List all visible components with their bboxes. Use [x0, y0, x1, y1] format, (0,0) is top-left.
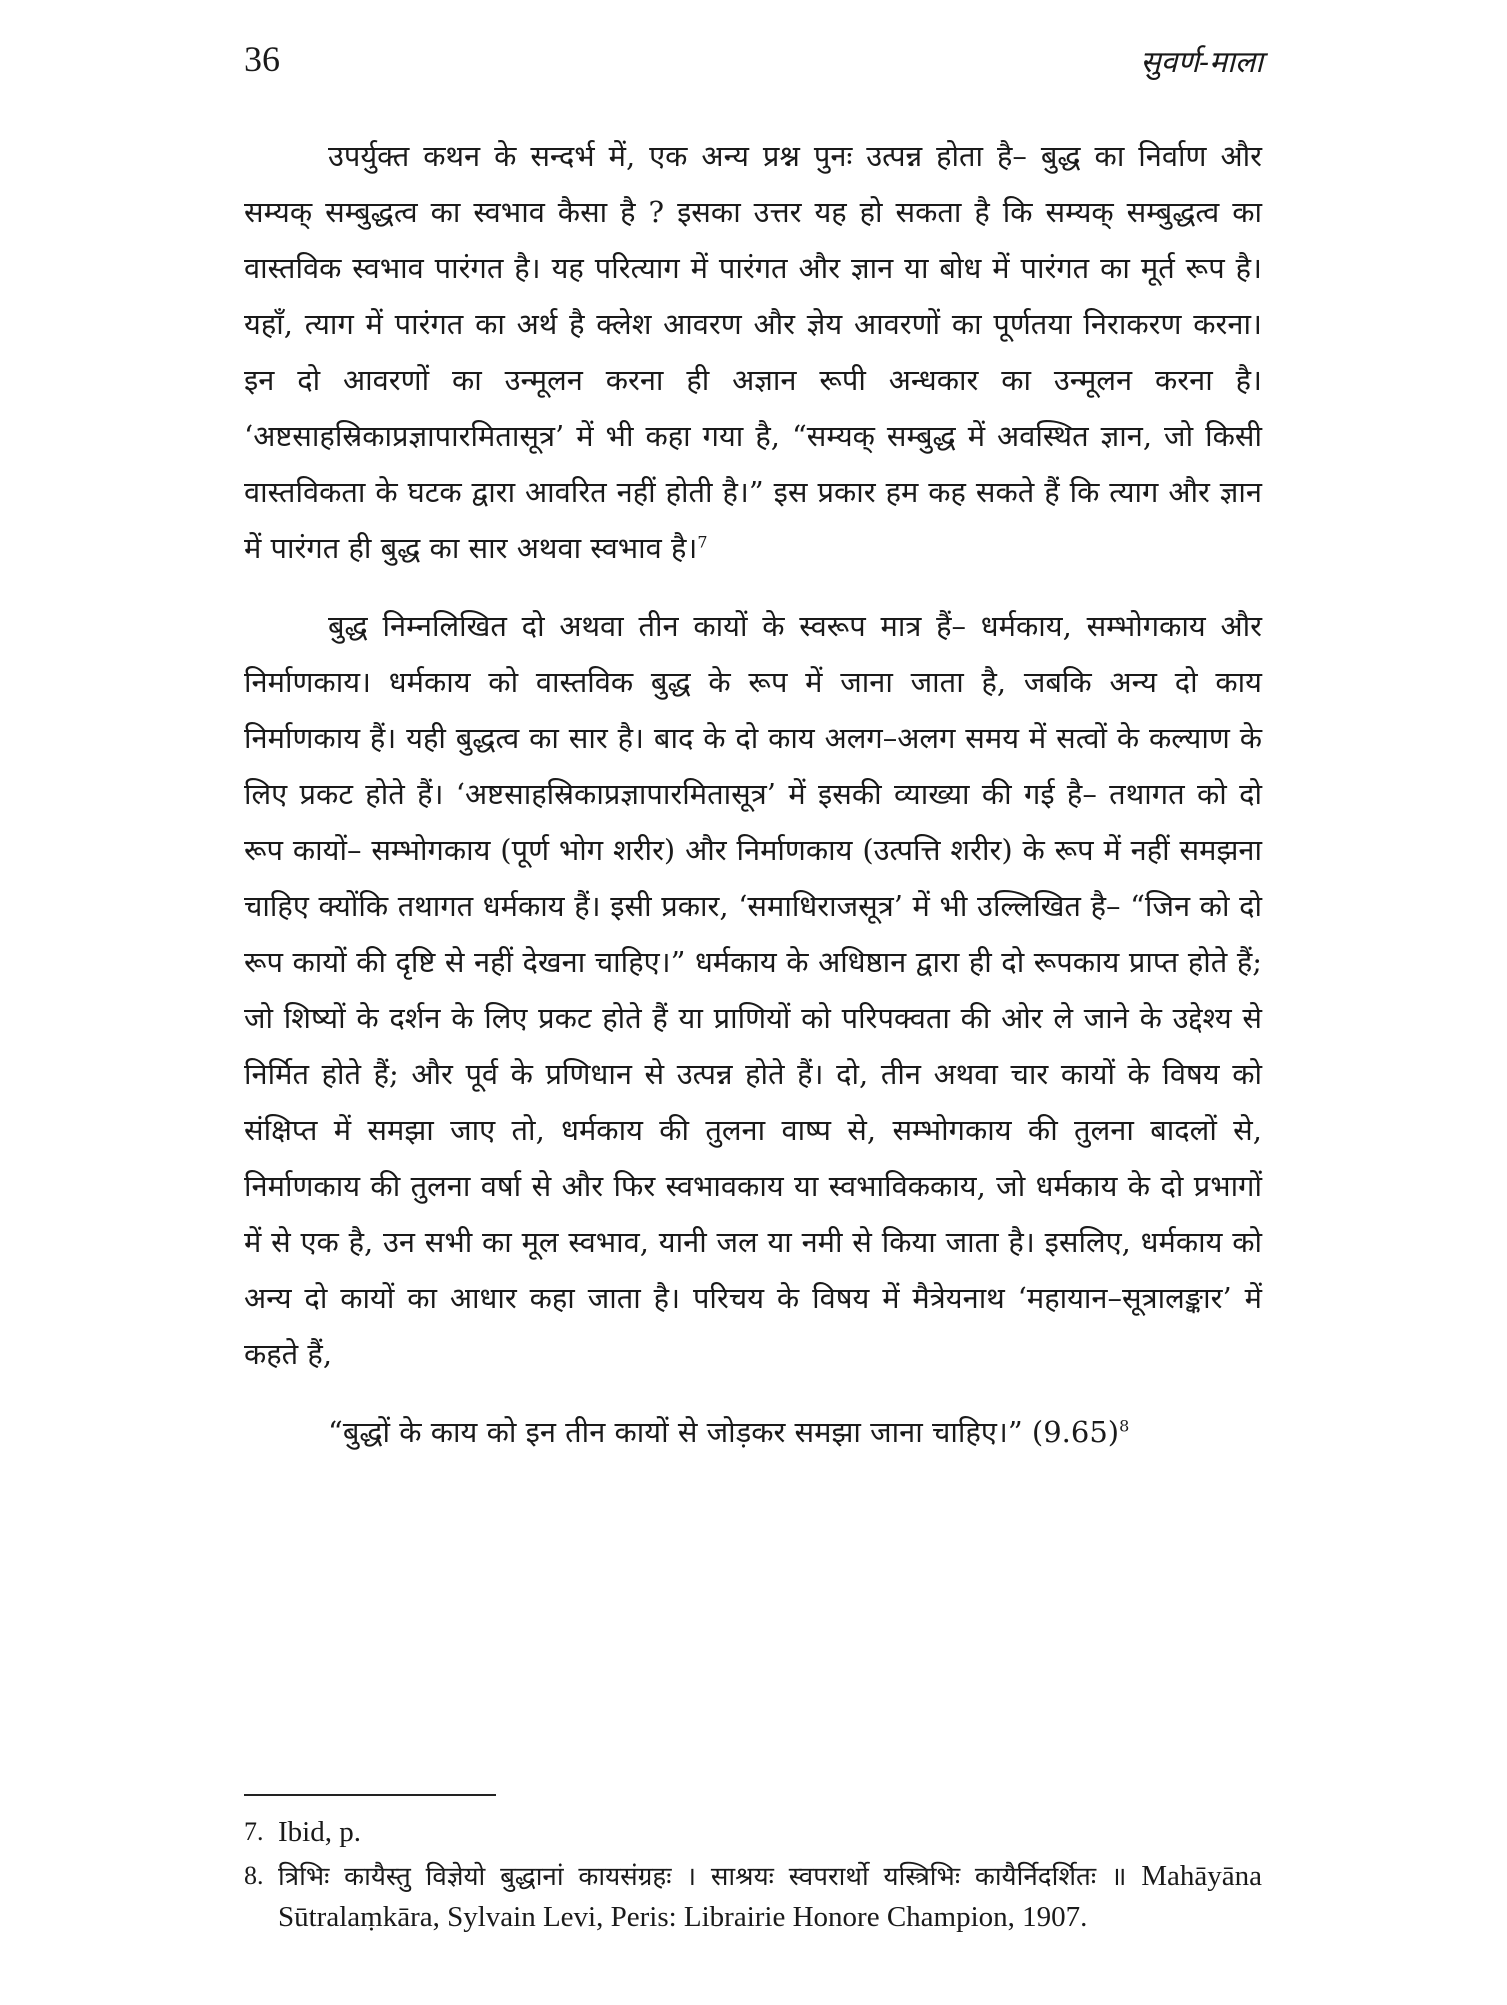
footnote-text: Ibid, p. [278, 1816, 361, 1848]
body-text [244, 128, 1262, 1460]
footnote-7 [244, 1812, 1262, 1852]
footnote-number: 7. [244, 1817, 264, 1846]
footnote-8 [244, 1856, 1262, 1938]
footnote-ref-8: 8 [1119, 1416, 1130, 1436]
page-header [244, 38, 1263, 98]
paragraph-2-text: बुद्ध निम्नलिखित दो अथवा तीन कायों के स्वरूप मात्र हैं– धर्मकाय, सम्भोगकाय और निर्माणकाय। धर्मकाय को वास्तविक बुद्ध के रूप में जाना जाता है, जबकि अन्य दो काय निर्माणकाय हैं। यही बुद्धत्व का सार है। बाद के दो काय अलग–अलग समय में सत्वों के कल्याण के लिए प्रकट होते हैं। ‘अष्टसाहस्रिकाप्रज्ञापारमितासूत्र’ में इसकी व्याख्या की गई है– तथागत को दो रूप कायों– सम्भोगकाय (पूर्ण भोग शरीर) और निर्माणकाय (उत्पत्ति शरीर) के रूप में नहीं समझना चाहिए क्योंकि तथागत धर्मकाय हैं। इसी प्रकार, ‘समाधिराजसूत्र’ में भी उल्लिखित है– “जिन को दो रूप कायों की दृष्टि से नहीं देखना चाहिए।” धर्मकाय के अधिष्ठान द्वारा ही दो रूपकाय प्राप्त होते हैं; जो शिष्यों के दर्शन के लिए प्रकट होते हैं या प्राणियों को परिपक्वता की ओर ले जाने के उद्देश्य से निर्मित होते हैं; और पूर्व के प्रणिधान से उत्पन्न होते हैं। दो, तीन अथवा चार कायों के विषय को संक्षिप्त में समझा जाए तो, धर्मकाय की तुलना वाष्प से, सम्भोगकाय की तुलना बादलों से, निर्माणकाय की तुलना वर्षा से और फिर स्वभावकाय या स्वभाविककाय, जो धर्मकाय के दो प्रभागों में से एक है, उन सभी का मूल स्वभाव, यानी जल या नमी से किया जाता है। इसलिए, धर्मकाय को अन्य दो कायों का आधार कहा जाता है। परिचय के विषय में मैत्रेयनाथ ‘महायान–सूत्रालङ्कार’ में कहते हैं, [244, 609, 1262, 1371]
footnote-ref-7: 7 [697, 532, 708, 552]
paragraph-2 [244, 598, 1262, 1382]
footnote-divider [244, 1794, 496, 1796]
footnotes [244, 1812, 1262, 1942]
footnote-text [278, 1856, 1262, 1938]
page-number: 36 [244, 39, 280, 79]
block-quote-text: “बुद्धों के काय को इन तीन कायों से जोड़कर समझा जाना चाहिए।” (9.65) [328, 1415, 1120, 1449]
footnote-number: 8. [244, 1861, 264, 1890]
paragraph-1-text: उपर्युक्त कथन के सन्दर्भ में, एक अन्य प्रश्न पुनः उत्पन्न होता है– बुद्ध का निर्वाण और सम्यक् सम्बुद्धत्व का स्वभाव कैसा है ? इसका उत्तर यह हो सकता है कि सम्यक् सम्बुद्धत्व का वास्तविक स्वभाव पारंगत है। यह परित्याग में पारंगत और ज्ञान या बोध में पारंगत का मूर्त रूप है। यहाँ, त्याग में पारंगत का अर्थ है क्लेश आवरण और ज्ञेय आवरणों का पूर्णतया निराकरण करना। इन दो आवरणों का उन्मूलन करना ही अज्ञान रूपी अन्धकार का उन्मूलन करना है। ‘अष्टसाहस्रिकाप्रज्ञापारमितासूत्र’ में भी कहा गया है, “सम्यक् सम्बुद्ध में अवस्थित ज्ञान, जो किसी वास्तविकता के घटक द्वारा आवरित नहीं होती है।” इस प्रकार हम कह सकते हैं कि त्याग और ज्ञान में पारंगत ही बुद्ध का सार अथवा स्वभाव है। [244, 139, 1262, 565]
footnote-sanskrit-verse: त्रिभिः कायैस्तु विज्ञेयो बुद्धानां कायसंग्रहः । साश्रयः स्वपरार्थो यस्त्रिभिः कायैर्निदर्शितः ॥ [278, 1862, 1127, 1892]
footnote-citation: Mahāyāna Sūtralaṃkāra, Sylvain Levi, Peris: Librairie Honore Champion, 1907. [278, 1860, 1262, 1933]
paragraph-1 [244, 128, 1262, 576]
block-quote [244, 1404, 1262, 1460]
running-title: सुवर्ण-माला [1140, 45, 1263, 80]
